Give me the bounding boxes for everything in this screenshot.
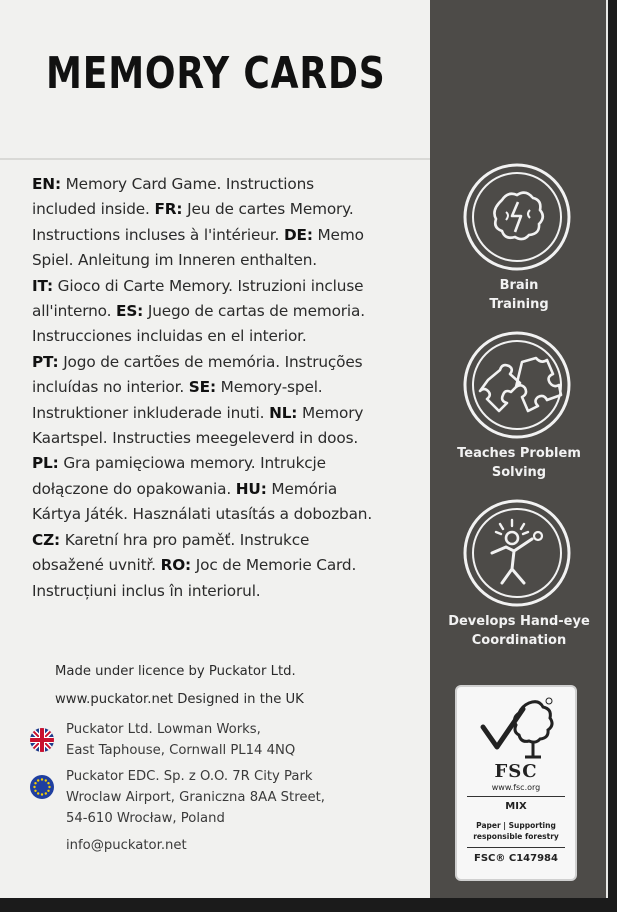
- description-line: [32, 426, 427, 451]
- badge-label-problem-solving: [430, 444, 608, 482]
- description-line: [32, 299, 427, 324]
- description-text: Joc de Memorie Card.: [191, 556, 357, 575]
- language-code: DE:: [283, 225, 313, 244]
- description-text: Jogo de cartões de memória. Instruções: [58, 352, 363, 371]
- description-text: Karetní hra pro paměť. Instrukce: [60, 530, 310, 549]
- uk-flag-icon: [29, 727, 55, 753]
- puzzle-icon: [462, 330, 572, 440]
- hand-eye-icon: [462, 498, 572, 608]
- badge-label-line: Solving: [491, 465, 547, 480]
- language-code: NL:: [269, 403, 298, 422]
- badge-label-line: Teaches Problem: [457, 446, 581, 461]
- fsc-tree-check-icon: [479, 697, 555, 759]
- description-text: Instruktioner inkluderade inuti.: [32, 403, 270, 422]
- language-code: PT:: [32, 352, 59, 371]
- description-line: [32, 274, 427, 299]
- fsc-paper-line: Paper | Supporting: [476, 821, 556, 830]
- description-line: [32, 324, 427, 349]
- badge-label-line: Coordination: [471, 633, 567, 648]
- eu-address-line: Wroclaw Airport, Graniczna 8AA Street,: [66, 790, 325, 805]
- description-line: [32, 350, 427, 375]
- language-code: PL:: [32, 454, 59, 473]
- description-text: incluídas no interior.: [32, 378, 189, 397]
- description-line: [32, 579, 427, 604]
- description-text: Memo: [312, 225, 364, 244]
- description-text: all'interno.: [32, 302, 117, 321]
- description-text: obsažené uvnitř.: [32, 556, 161, 575]
- description-line: [32, 553, 427, 578]
- fsc-certification-label: [455, 685, 577, 881]
- language-code: CZ:: [32, 530, 60, 549]
- fsc-divider: [467, 796, 565, 797]
- description-text: Gra pamięciowa memory. Intrukcje: [58, 454, 326, 473]
- uk-address-line: East Taphouse, Cornwall PL14 4NQ: [66, 743, 296, 758]
- description-text: included inside.: [32, 200, 155, 219]
- description-text: Memory-spel.: [215, 378, 323, 397]
- description-text: Memória: [266, 479, 338, 498]
- language-code: ES:: [116, 302, 144, 321]
- uk-address-line: Puckator Ltd. Lowman Works,: [66, 722, 261, 737]
- fsc-website: www.fsc.org: [491, 783, 541, 792]
- language-code: SE:: [188, 378, 216, 397]
- description-line: [32, 477, 427, 502]
- eu-address-line: Puckator EDC. Sp. z O.O. 7R City Park: [66, 769, 313, 784]
- eu-address: [66, 766, 325, 829]
- badge-label-brain-training: [430, 276, 608, 314]
- badge-label-hand-eye: [430, 612, 608, 650]
- website-line: www.puckator.net Designed in the UK: [55, 692, 304, 707]
- description-line: [32, 172, 427, 197]
- language-code: EN:: [32, 175, 61, 193]
- description-text: Instrucțiuni inclus în interiorul.: [32, 581, 261, 600]
- description-text: Instructions incluses à l'intérieur.: [32, 225, 284, 244]
- licence-info: [55, 658, 304, 714]
- description-line: [32, 401, 427, 426]
- multilingual-description: [32, 172, 427, 604]
- description-text: Kaartspel. Instructies meegeleverd in doos.: [32, 429, 359, 448]
- description-line: [32, 197, 427, 222]
- description-text: Memory: [297, 403, 364, 422]
- uk-address: [66, 719, 295, 761]
- description-text: Instrucciones incluidas en el interior.: [32, 327, 307, 346]
- description-text: Gioco di Carte Memory. Istruzioni incluse: [52, 276, 364, 295]
- language-code: FR:: [154, 200, 183, 219]
- description-line: [32, 528, 427, 553]
- brain-icon: [462, 162, 572, 272]
- badge-label-line: Training: [489, 297, 549, 312]
- description-text: Spiel. Anleitung im Inneren enthalten.: [32, 251, 318, 270]
- fsc-brand: FSC: [494, 761, 538, 782]
- language-code: RO:: [160, 556, 192, 575]
- fsc-license: FSC® C147984: [474, 853, 558, 864]
- box-edge: [606, 0, 608, 898]
- description-text: Jeu de cartes Memory.: [182, 200, 354, 219]
- description-text: Juego de cartas de memoria.: [143, 302, 365, 321]
- fsc-divider: [467, 847, 565, 848]
- flap-fold-line: [0, 158, 430, 160]
- description-line: [32, 223, 427, 248]
- fsc-mix: MIX: [505, 801, 527, 812]
- language-code: HU:: [235, 479, 267, 498]
- badge-label-line: Develops Hand-eye: [448, 614, 590, 629]
- description-line: [32, 248, 427, 273]
- description-text: Memory Card Game. Instructions: [60, 175, 314, 193]
- fsc-paper-line: responsible forestry: [473, 832, 559, 841]
- description-line: [32, 451, 427, 476]
- eu-address-line: 54-610 Wrocław, Poland: [66, 811, 225, 826]
- description-line: [32, 375, 427, 400]
- language-code: IT:: [32, 276, 53, 295]
- contact-email: info@puckator.net: [66, 838, 187, 853]
- product-title: MEMORY CARDS: [46, 48, 386, 99]
- made-under-licence: Made under licence by Puckator Ltd.: [55, 664, 296, 679]
- description-text: dołączone do opakowania.: [32, 479, 236, 498]
- benefits-panel: [430, 0, 608, 898]
- badge-label-line: Brain: [499, 278, 539, 293]
- eu-flag-icon: [29, 774, 55, 800]
- description-line: [32, 502, 427, 527]
- description-text: Kártya Játék. Használati utasítás a dobozban.: [32, 505, 373, 524]
